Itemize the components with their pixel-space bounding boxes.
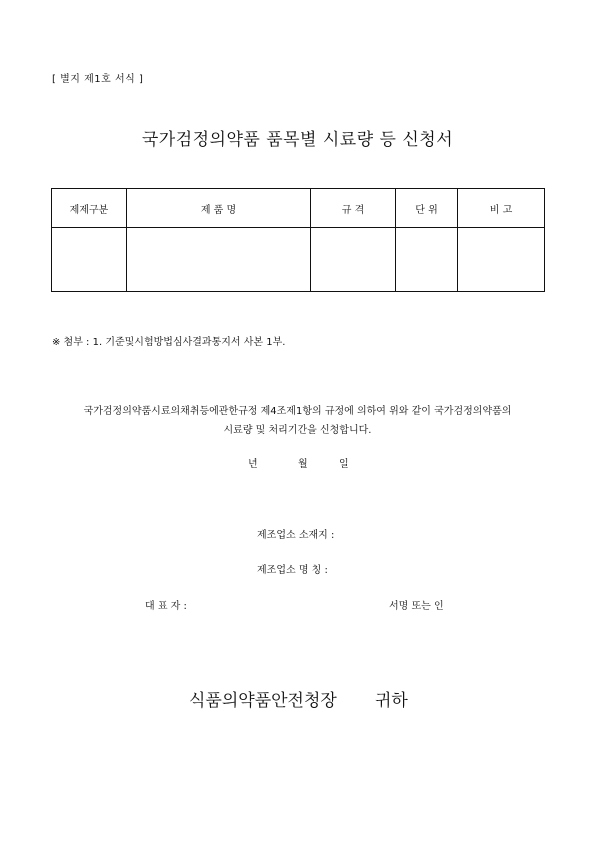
manufacturer-name-label: 제조업소 명 칭 :: [257, 565, 328, 576]
cell-remarks[interactable]: [458, 228, 545, 292]
representative-label: 대 표 자 :: [145, 601, 187, 612]
statement-line-1: 국가검정의약품시료의채취등에관한규정 제4조제1항의 규정에 의하여 위와 같이 국가검정의약품의: [83, 406, 512, 417]
date-day: 일: [339, 459, 349, 470]
column-header-remarks: 비 고: [458, 189, 545, 228]
cell-product-name[interactable]: [127, 228, 311, 292]
date-month: 월: [298, 459, 308, 470]
application-statement: [0, 402, 595, 440]
column-header-formulation: 제제구분: [52, 189, 127, 228]
column-header-product-name: 제 품 명: [127, 189, 311, 228]
table-row: [52, 228, 545, 292]
addressee-suffix: 귀하: [375, 691, 408, 711]
document-title: 국가검정의약품 품목별 시료량 등 신청서: [141, 130, 454, 150]
signature-label: 서명 또는 인: [389, 601, 444, 612]
cell-formulation[interactable]: [52, 228, 127, 292]
form-number: [ 별지 제1호 서식 ]: [52, 74, 144, 85]
cell-specification[interactable]: [311, 228, 396, 292]
product-table: [51, 188, 545, 292]
table-header-row: [52, 189, 545, 228]
column-header-unit: 단 위: [396, 189, 458, 228]
addressee-office: 식품의약품안전청장: [189, 691, 337, 711]
statement-line-2: 시료량 및 처리기간을 신청합니다.: [223, 425, 372, 436]
date-year: 년: [248, 459, 258, 470]
manufacturer-address-label: 제조업소 소재지 :: [257, 530, 335, 541]
cell-unit[interactable]: [396, 228, 458, 292]
attachment-note: ※ 첨부 : 1. 기준및시험방법심사결과통지서 사본 1부.: [52, 337, 286, 348]
column-header-specification: 규 격: [311, 189, 396, 228]
